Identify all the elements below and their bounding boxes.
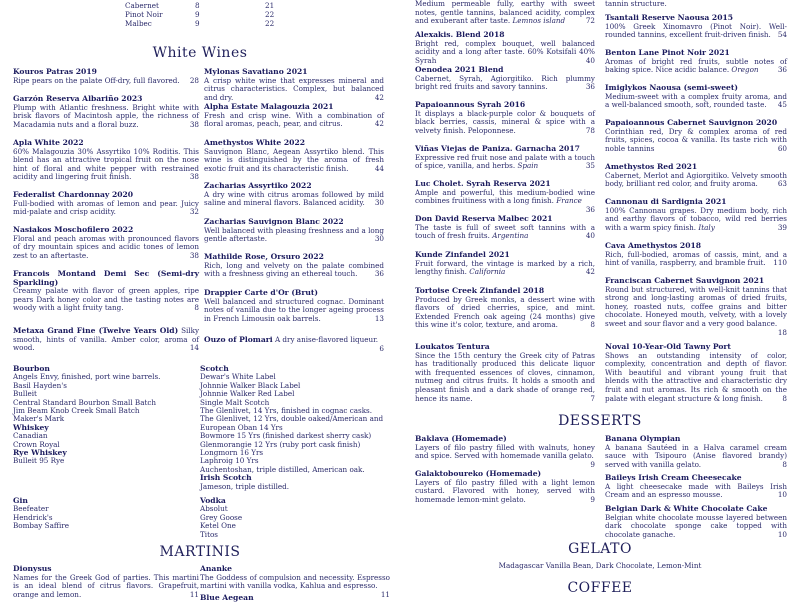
list-item: Auchentoshan, triple distilled, American oak. <box>200 464 365 474</box>
menu-item-price: 10 <box>777 490 787 500</box>
menu-item-region: California <box>469 267 506 277</box>
menu-item <box>605 435 787 469</box>
menu-item-desc: Plump with Atlantic freshness. Bright white with brisk flavors of Macintosh apple, the richness of Macadamia nuts and a floral buzz. <box>13 102 199 129</box>
menu-item <box>605 277 787 337</box>
spirits-list-gin <box>13 497 199 531</box>
menu-item-name: Kunde Zinfandel 2021 <box>415 250 510 259</box>
menu-item-price: 39 <box>777 222 787 232</box>
menu-item <box>415 287 595 330</box>
list-item: Absolut <box>200 504 228 514</box>
menu-item-name: Papaioannous Cabernet Sauvignon 2020 <box>605 118 778 127</box>
menu-item-price: 60 <box>777 143 787 153</box>
menu-item <box>204 336 384 353</box>
menu-item <box>415 0 595 26</box>
menu-item-price: 38 <box>189 250 199 260</box>
menu-item-desc: A light cheesecake made with Baileys Irish Cream and an espresso mousse. <box>605 481 787 500</box>
menu-item <box>13 226 199 260</box>
menu-item-desc: Names for the Greek God of parties. This martini is an ideal blend of citrus flavors. Grapefruit, orange and lemon. <box>13 572 199 599</box>
list-heading: Bourbon <box>13 364 50 373</box>
menu-item-desc: Well balanced and structured cognac. Dominant notes of vanilla due to the longer ageing process in French Limousin oak barrels. <box>204 296 384 323</box>
menu-item-desc: Cabernet, Merlot and Agiorgitiko. Velvety smooth body, brilliant red color, and fruity aroma. <box>605 170 787 189</box>
menu-item <box>605 119 787 153</box>
menu-item-desc: Belgian white chocolate mousse layered between dark chocolate sponge cake topped with chocolate ganache. <box>605 512 787 539</box>
menu-item-desc: Rich, full-bodied, aromas of cassis, mint, and a hint of vanilla, raspberry, and bramble fruit. <box>605 249 787 268</box>
menu-item <box>415 215 595 241</box>
menu-item <box>204 103 384 129</box>
menu-item <box>415 470 595 504</box>
menu-item-desc: Cabernet, Syrah, Agiorgitiko. Rich plummy bright red fruits and savory tannins. <box>415 73 595 92</box>
menu-item-name: Baileys Irish Cream Cheesecake <box>605 473 742 482</box>
list-item: Beefeater <box>13 504 49 514</box>
table-row-bottle: 22 <box>265 10 275 19</box>
menu-item-desc: Sauvignon Blanc, Aegean Assyrtiko blend. This wine is distinguished by the aroma of fresh exotic fruit and its characteristic finish. <box>204 146 384 173</box>
menu-item <box>605 84 787 110</box>
menu-item <box>200 594 390 603</box>
menu-item-desc: Fruit forward, the vintage is marked by a rich, lengthy finish. <box>415 258 595 277</box>
section-title-gelato: GELATO <box>568 541 632 557</box>
list-item: Angels Envy, finished, port wine barrels. <box>13 372 161 382</box>
menu-item-price: 42 <box>374 119 384 129</box>
menu-item-desc: A crisp white wine that expresses mineral and citrus characteristics. Complex, but balanced and dry. <box>204 75 384 102</box>
menu-item <box>605 49 787 75</box>
menu-item-price: 63 <box>777 179 787 189</box>
menu-item-name: Belgian Dark & White Chocolate Cake <box>605 504 768 513</box>
list-item: Grey Goose <box>200 512 243 522</box>
section-title-desserts: DESSERTS <box>558 413 642 429</box>
menu-item-price: 35 <box>585 161 595 171</box>
list-item: Jim Beam Knob Creek Small Batch <box>13 406 140 416</box>
menu-item <box>605 474 787 500</box>
spirits-list-bourbon <box>13 365 199 466</box>
table-row-name: Malbec <box>125 19 152 28</box>
menu-item-region: France <box>556 196 582 206</box>
menu-item-price: 38 <box>189 172 199 182</box>
menu-item <box>605 14 787 40</box>
menu-item <box>605 0 787 9</box>
menu-item-name: Francois Montand Demi Sec (Semi-dry Sparkling) <box>13 269 199 287</box>
menu-item-desc: Bright red, complex bouquet, well balanced acidity and a long after taste. 60% Kotsifali 40% Syrah <box>415 38 595 65</box>
menu-item-name: Garzón Reserva Albariño 2023 <box>13 94 143 103</box>
spirits-list-scotch <box>200 365 390 491</box>
menu-item-name: Papaioannous Syrah 2016 <box>415 100 526 109</box>
menu-item <box>204 253 384 279</box>
list-item: Johnnie Walker Black Label <box>200 380 301 390</box>
list-item: Bowmore 15 Yrs (finished darkest sherry cask) <box>200 431 372 441</box>
table-row-glass: 9 <box>195 19 200 28</box>
menu-item-name: Luc Cholet. Syrah Reserva 2021 <box>415 179 551 188</box>
menu-item-name: Tortoise Creek Zinfandel 2018 <box>415 286 545 295</box>
menu-item <box>13 327 199 353</box>
menu-item-name: Dionysus <box>13 564 52 573</box>
menu-item <box>415 31 595 65</box>
menu-item <box>13 139 199 182</box>
table-row-bottle: 22 <box>265 19 275 28</box>
menu-item-price: 28 <box>189 75 199 85</box>
list-heading: Rye Whiskey <box>13 448 67 458</box>
list-item: The Glenlivet, 14 Yrs, finished in cognac casks. <box>200 406 373 416</box>
menu-item-name: Alpha Estate Malagouzia 2021 <box>204 102 334 111</box>
menu-item-name: Alexakis. Blend 2018 <box>415 30 505 39</box>
menu-item-name: Drappier Carte d'Or (Brut) <box>204 288 318 297</box>
menu-item <box>13 565 199 599</box>
menu-item <box>605 198 787 232</box>
menu-item <box>415 251 595 277</box>
menu-item-desc: Expressive red fruit nose and palate with a touch of spice, vanilla, and herbs. <box>415 152 595 171</box>
menu-item-price: 18 <box>777 327 787 337</box>
table-row-name: Pinot Noir <box>125 10 163 19</box>
menu-item-price: 54 <box>777 30 787 40</box>
menu-item <box>415 145 595 171</box>
menu-item-desc: Medium-sweet with a complex fruity aroma, and a well-balanced smooth, soft, rounded taste. <box>605 91 787 110</box>
menu-item-name: Kouros Patras 2019 <box>13 67 97 76</box>
menu-item-price: 30 <box>374 198 384 208</box>
section-title-martinis: MARTINIS <box>159 544 241 560</box>
menu-item-name: Oenodea 2021 Blend <box>415 65 504 74</box>
menu-item <box>13 95 199 129</box>
menu-item-name: Cannonau di Sardignia 2021 <box>605 197 727 206</box>
menu-item <box>13 191 199 217</box>
menu-item-desc: Layers of filo pastry filled with walnuts, honey and spice. Served with homemade vanilla gelato. <box>415 442 595 461</box>
menu-item-desc: Corinthian red, Dry & complex aroma of red fruits, spices, cocoa & vanilla. Its taste rich with noble tannins <box>605 126 787 153</box>
menu-item-price: 78 <box>585 125 595 135</box>
menu-item <box>605 343 787 403</box>
menu-item-desc: Well balanced with pleasing freshness and a long gentle aftertaste. <box>204 225 384 244</box>
menu-item-desc: tannin structure. <box>605 0 667 8</box>
menu-item <box>415 180 595 214</box>
menu-item-name: Nasiakos Moschofilero 2022 <box>13 225 134 234</box>
list-heading: Whiskey <box>13 422 49 432</box>
menu-item-desc: A banana Sautéed in a Halva caramel cream sauce with Tsipouro (Anise flavored brandy) served with vanilla gelato. <box>605 442 787 469</box>
menu-item-desc: Full-bodied with aromas of lemon and pear. Juicy mid-palate and crisp acidity. <box>13 198 199 217</box>
list-item: Longmorn 16 Yrs <box>200 448 264 458</box>
menu-item <box>605 242 787 268</box>
menu-item-price: 45 <box>777 100 787 110</box>
menu-item-desc: 60% Malagouzia 30% Assyrtiko 10% Roditis. This blend has an attractive tropical fruit on the nose hint of floral and white pepper with restrained acidity and lingering fruit finish. <box>13 146 199 182</box>
menu-item-desc: A dry anise-flavored liqueur. <box>274 335 379 344</box>
list-item: Canadian <box>13 431 48 441</box>
menu-item <box>605 505 787 539</box>
menu-item-price: 110 <box>773 258 787 268</box>
menu-item-name: Banana Olympian <box>605 434 681 443</box>
menu-item-name: Don David Reserva Malbec 2021 <box>415 214 553 223</box>
menu-item-desc: Since the 15th century the Greek city of Patras has traditionally produced this delicate liquor with frequented essences of cloves, cinnamon, nutmeg and citrus fruits. It holds a smooth and pleasant finish and a dark shade of orange red, hence its name. <box>415 350 595 403</box>
menu-item-name: Federalist Chardonnay 2020 <box>13 190 134 199</box>
menu-item-desc: Produced by Greek monks, a dessert wine with flavors of dried cherries, spice, and mint. Extended French oak ageing (24 months) give this wine it's color, texture, and aroma. <box>415 294 595 330</box>
menu-item-price: 32 <box>189 207 199 217</box>
menu-item <box>204 289 384 323</box>
menu-item-price: 6 <box>379 343 384 353</box>
menu-item-price: 44 <box>374 163 384 173</box>
menu-item-name: Noval 10-Year-Old Tawny Port <box>605 342 731 351</box>
menu-item <box>605 163 787 189</box>
menu-item-name: Imiglykos Naousa (semi-sweet) <box>605 83 738 92</box>
gelato-flavors <box>430 562 770 571</box>
menu-item-price: 9 <box>590 494 595 504</box>
menu-item-price: 8 <box>782 459 787 469</box>
list-item: Johnnie Walker Red Label <box>200 389 295 399</box>
menu-item-price: 10 <box>777 529 787 539</box>
list-item: Bombay Saffire <box>13 521 69 531</box>
top-price-table <box>125 0 295 30</box>
menu-item-desc: Round but structured, with well-knit tannins that strong and long-lasting aromas of dried fruits, honey, roasted nuts, coffee grains and bitter chocolate. Honeyed mouth, velvety, with a lovely sweet and sour flavor and a very good balance. <box>605 284 787 328</box>
menu-item-name: Ouzo of Plomari <box>204 335 273 344</box>
menu-item-region: Lemnos island <box>512 16 566 26</box>
menu-item-price: 36 <box>585 82 595 92</box>
menu-item-desc: The Goddess of compulsion and necessity. Espresso martini with vanilla vodka, Kahlua and espresso. <box>200 572 390 591</box>
menu-item-price: 40 <box>585 55 595 65</box>
menu-item-price: 8 <box>782 393 787 403</box>
menu-item <box>415 66 595 92</box>
menu-item-price: 36 <box>777 65 787 75</box>
menu-item-desc: Silky smooth, hints of vanilla. Amber color, aroma of wood. <box>13 326 199 353</box>
menu-item-desc: 100% Cannonau grapes. Dry medium body, rich and earthy flavors of tobacco, wild red berries with a warm spicy finish. <box>605 205 787 232</box>
menu-item-price: 72 <box>585 16 595 26</box>
menu-item-price: 9 <box>590 459 595 469</box>
menu-item-desc: Creamy palate with flavor of green apples, ripe pears Dark honey color and the tasting notes are woody with a light fruity tang. <box>13 286 199 313</box>
menu-item-price: 42 <box>374 92 384 102</box>
menu-item-name: Tsantali Reserve Naousa 2015 <box>605 13 734 22</box>
list-item: Dewar's White Label <box>200 372 276 382</box>
menu-item-desc: Floral and peach aromas with pronounced flavors of dry mountain spices and acidic tones of lemon zest to an aftertaste. <box>13 233 199 260</box>
menu-item-price: 7 <box>590 393 595 403</box>
menu-item-name: Baklava (Homemade) <box>415 434 507 443</box>
menu-item-price: 42 <box>585 267 595 277</box>
menu-item <box>415 101 595 135</box>
menu-item-region: Argentina <box>492 231 529 241</box>
list-item: Crown Royal <box>13 439 60 449</box>
menu-item-region: Italy <box>698 222 715 232</box>
menu-item-desc: Shows an outstanding intensity of color, complexity, concentration and depth of flavor. With beautiful and vibrant young fruit that blends with the attractive and characteristic dry fruit and nut aromas. Its rich & smooth on the palate with elegant structure & long finish. <box>605 350 787 403</box>
spirits-list-vodka <box>200 497 390 539</box>
menu-item-price: 13 <box>374 313 384 323</box>
menu-item <box>13 270 199 313</box>
table-row-glass: 9 <box>195 10 200 19</box>
menu-item-price: 38 <box>189 119 199 129</box>
menu-item-desc: Rich, long and velvety on the palate combined with a freshness giving an ethereal touch. <box>204 260 384 279</box>
menu-item-name: Cava Amethystos 2018 <box>605 241 702 250</box>
menu-item-desc: Ripe pears on the palate Off-dry, full flavored. <box>13 75 180 85</box>
section-title-coffee: COFFEE <box>567 580 633 596</box>
menu-item-desc: Medium permeable fully, earthy with sweet notes, gentle tannins, balanced acidity, complex and exuberant after taste. <box>415 0 595 26</box>
menu-item-name: Galaktoboureko (Homemade) <box>415 469 542 478</box>
menu-item-name: Apla White 2022 <box>13 138 84 147</box>
list-item: Central Standard Bourbon Small Batch <box>13 397 157 407</box>
list-item: Single Malt Scotch <box>200 397 270 407</box>
list-item: Jameson, triple distilled. <box>200 481 290 491</box>
table-row-glass: 8 <box>195 1 200 10</box>
menu-item-desc: Layers of filo pastry filled with a light lemon custard. Flavored with honey, served with homemade lemon-mint gelato. <box>415 477 595 504</box>
menu-item <box>204 68 384 102</box>
menu-item-price: 30 <box>374 234 384 244</box>
list-item: Ketel One <box>200 521 236 531</box>
menu-item-name: Amethystos Red 2021 <box>605 162 698 171</box>
list-heading: Irish Scotch <box>200 473 252 483</box>
menu-item-price: 8 <box>194 303 199 313</box>
menu-item-desc: The taste is full of sweet soft tannins with a touch of fresh fruits. <box>415 222 595 241</box>
list-item: Titos <box>200 529 218 539</box>
section-title-white-wines: White Wines <box>152 45 248 61</box>
menu-item-name: Zacharias Assyrtiko 2022 <box>204 181 312 190</box>
menu-item-price: 11 <box>380 589 390 599</box>
list-item: The Glenlivet, 12 Yrs, double oaked/American and European Oban 14 Yrs <box>200 414 384 432</box>
menu-item <box>13 68 199 85</box>
menu-item-name: Mylonas Savatiano 2021 <box>204 67 308 76</box>
menu-item-name: Benton Lane Pinot Noir 2021 <box>605 48 730 57</box>
list-item: Glenmorangie 12 Yrs (ruby port cask finish) <box>200 439 361 449</box>
menu-item <box>204 182 384 208</box>
list-item: Hendrick's <box>13 512 53 522</box>
menu-item-desc: A dry wine with citrus aromas followed by mild saline and mineral flavors. Balanced acidity. <box>204 189 384 208</box>
menu-item-region: Oregon <box>731 65 759 75</box>
menu-item-price: 36 <box>374 269 384 279</box>
menu-item-name: Viñas Viejas de Paniza. Garnacha 2017 <box>415 144 580 153</box>
menu-item-name: Ananke <box>200 564 232 573</box>
menu-item <box>204 218 384 244</box>
list-item: Bulleit <box>13 389 37 399</box>
list-heading: Scotch <box>200 364 229 373</box>
menu-item-desc: 100% Greek Xinomavro (Pinot Noir). Well-rounded tannins, excellent fruit-driven finish. <box>605 21 787 40</box>
list-heading: Gin <box>13 496 28 505</box>
menu-item-price: 8 <box>590 320 595 330</box>
menu-item <box>204 139 384 173</box>
menu-item-desc: It displays a black-purple color & bouquets of black berries, cassis, mineral & spice with a velvety finish. Peloponnese. <box>415 108 595 135</box>
menu-item <box>415 435 595 469</box>
menu-item-price: 14 <box>189 343 199 353</box>
menu-item-desc: Fresh and crisp wine. With a combination of floral aromas, peach, pear, and citrus. <box>204 110 384 129</box>
list-heading: Vodka <box>200 496 226 505</box>
menu-item-price: 36 <box>585 204 595 214</box>
menu-item-region: Spain <box>517 161 539 171</box>
menu-item <box>415 343 595 403</box>
menu-item-price: 40 <box>585 231 595 241</box>
menu-item-desc: Aromas of bright red fruits, subtle notes of baking spice. Nice acidic balance. <box>605 56 787 75</box>
table-row-bottle: 21 <box>265 1 275 10</box>
menu-item-name: Zacharias Sauvignon Blanc 2022 <box>204 217 344 226</box>
menu-item-desc: Ample and powerful, this medium-bodied wine combines fruitiness with a long finish. <box>415 187 595 206</box>
list-item: Basil Hayden's <box>13 380 67 390</box>
menu-item-price: 11 <box>189 589 199 599</box>
menu-item-name: Loukatos Tentura <box>415 342 490 351</box>
table-row-name: Cabernet <box>125 1 159 10</box>
menu-item-name: Blue Aegean <box>200 593 254 602</box>
gelato-flavors-text: Madagascar Vanilla Bean, Dark Chocolate, Lemon-Mint <box>498 561 702 570</box>
menu-item-name: Mathilde Rose, Orsuro 2022 <box>204 252 324 261</box>
list-item: Laphroig 10 Yrs <box>200 456 259 466</box>
list-item: Bulleit 95 Rye <box>13 456 65 466</box>
menu-item-name: Amethystos White 2022 <box>204 138 306 147</box>
list-item: Maker's Mark <box>13 414 65 424</box>
menu-item-name: Metaxa Grand Fine (Twelve Years Old) <box>13 326 179 335</box>
menu-item-name: Franciscan Cabernet Sauvignon 2021 <box>605 276 765 285</box>
